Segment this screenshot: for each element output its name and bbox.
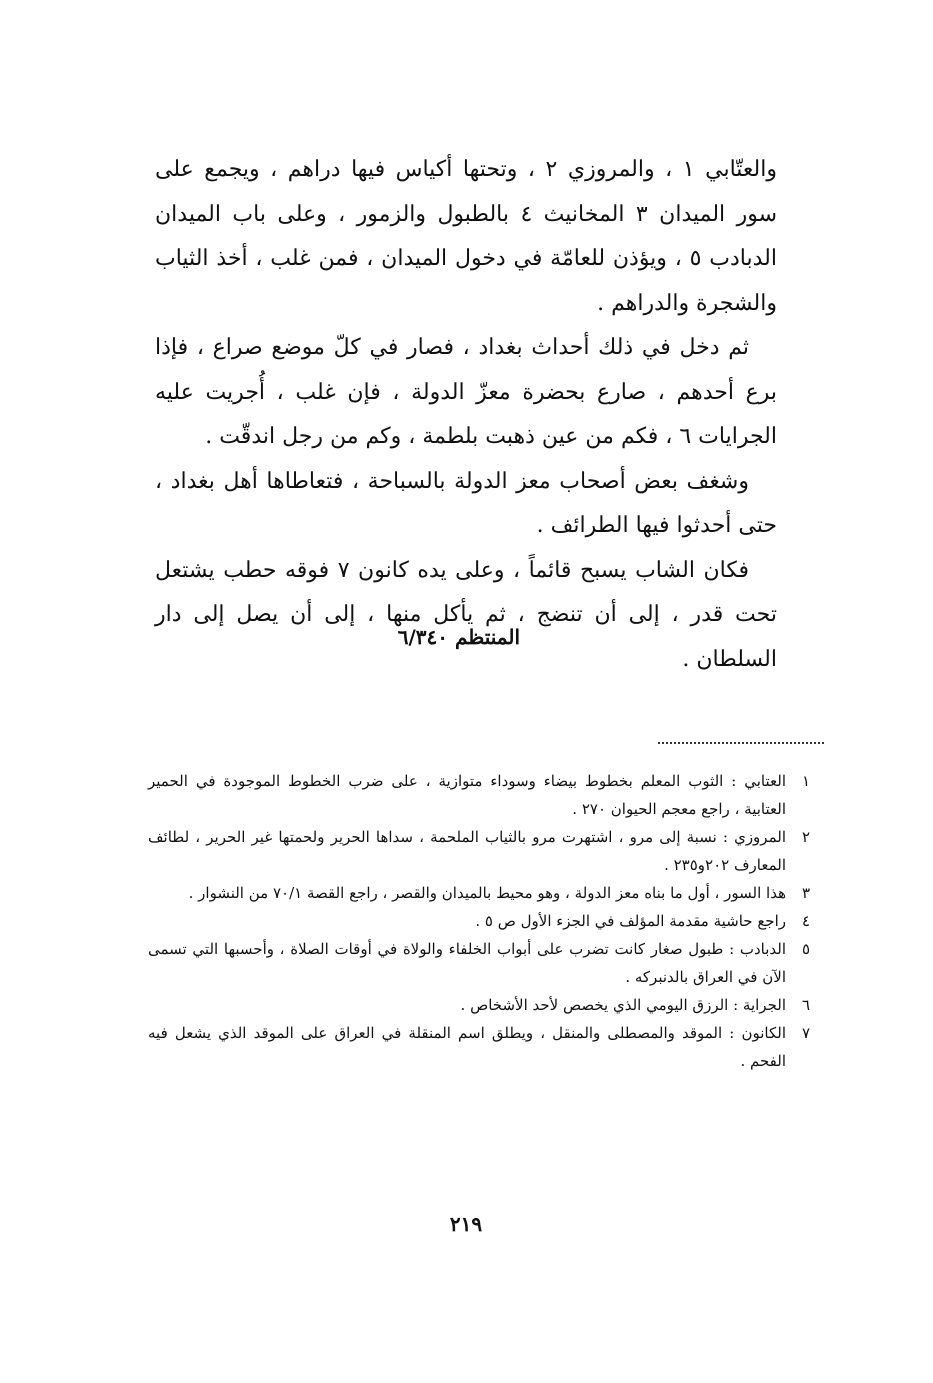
footnote-text: راجع حاشية مقدمة المؤلف في الجزء الأول ص ٥ . [475, 912, 786, 930]
footnote-number: ٤ [801, 912, 810, 930]
footnote-number: ٥ [801, 940, 810, 958]
paragraph-2: ثم دخل في ذلك أحداث بغداد ، فصار في كلّ موضع صراع ، فإذا برع أحدهم ، صارع بحضرة معزّ الدولة ، فإن غلب ، أُجريت عليه الجرايات ٦ ، فكم من عين ذهبت بلطمة ، وكم من رجل اندقّت . [155, 335, 777, 449]
footnote-text: الكانون : الموقد والمصطلى والمنقل ، ويطلق اسم المنقلة في العراق على الموقد الذي يشعل فيه الفحم . [148, 1024, 786, 1070]
footnote-text: هذا السور ، أول ما بناه معز الدولة ، وهو محيط بالميدان والقصر ، راجع القصة ٧٠/١ من النشوار . [188, 884, 786, 902]
paragraph-1: والعتّابي ١ ، والمروزي ٢ ، وتحتها أكياس فيها دراهم ، ويجمع على سور الميدان ٣ المخانيث ٤ بالطبول والزمور ، وعلى باب الميدان الدبادب ٥ ، ويؤذن للعامّة في دخول الميدان ، فمن غلب ، أخذ الثياب والشجرة والدراهم . [155, 157, 778, 316]
footnote-1 [148, 767, 810, 823]
footnote-number: ٣ [801, 884, 810, 902]
footnote-text: الجراية : الرزق اليومي الذي يخصص لأحد الأشخاص . [460, 996, 786, 1014]
paragraph-4: فكان الشاب يسبح قائماً ، وعلى يده كانون ٧ فوقه حطب يشتعل تحت قدر ، إلى أن تنضج ، ثم يأكل منها ، إلى أن يصل إلى دار السلطان . [155, 557, 777, 672]
footnote-6 [148, 991, 810, 1019]
paragraph-3: وشغف بعض أصحاب معز الدولة بالسباحة ، فتعاطاها أهل بغداد ، حتى أحدثوا فيها الطرائف . [155, 468, 777, 538]
page-number: ٢١٩ [449, 1212, 483, 1236]
main-text [155, 148, 777, 682]
footnote-3 [148, 879, 810, 907]
footnote-number: ٦ [801, 996, 810, 1014]
footnote-number: ١ [801, 772, 810, 790]
footnote-2 [148, 823, 810, 879]
footnote-4 [148, 907, 810, 935]
footnote-number: ٧ [801, 1024, 810, 1042]
footnote-text: العتابي : الثوب المعلم بخطوط بيضاء وسوداء متوازية ، على ضرب الخطوط الموجودة في الحمير العتابية ، راجع معجم الحيوان ٢٧٠ . [148, 772, 786, 818]
footnote-7 [148, 1019, 810, 1075]
footnote-text: المروزي : نسبة إلى مرو ، اشتهرت مرو بالثياب الملحمة ، سداها الحرير ولحمتها غير الحرير ، لطائف المعارف ٢٠٢و٢٣٥ . [148, 828, 786, 874]
footnote-number: ٢ [801, 828, 810, 846]
footnote-5 [148, 935, 810, 991]
source-citation: المنتظم ٦/٣٤٠ [397, 625, 520, 649]
footnotes [148, 767, 810, 1075]
footnote-separator [658, 742, 824, 744]
footnote-text: الدبادب : طبول صغار كانت تضرب على أبواب الخلفاء والولاة في أوقات الصلاة ، وأحسبها التي تسمى الآن في العراق بالدنبركه . [148, 940, 786, 986]
